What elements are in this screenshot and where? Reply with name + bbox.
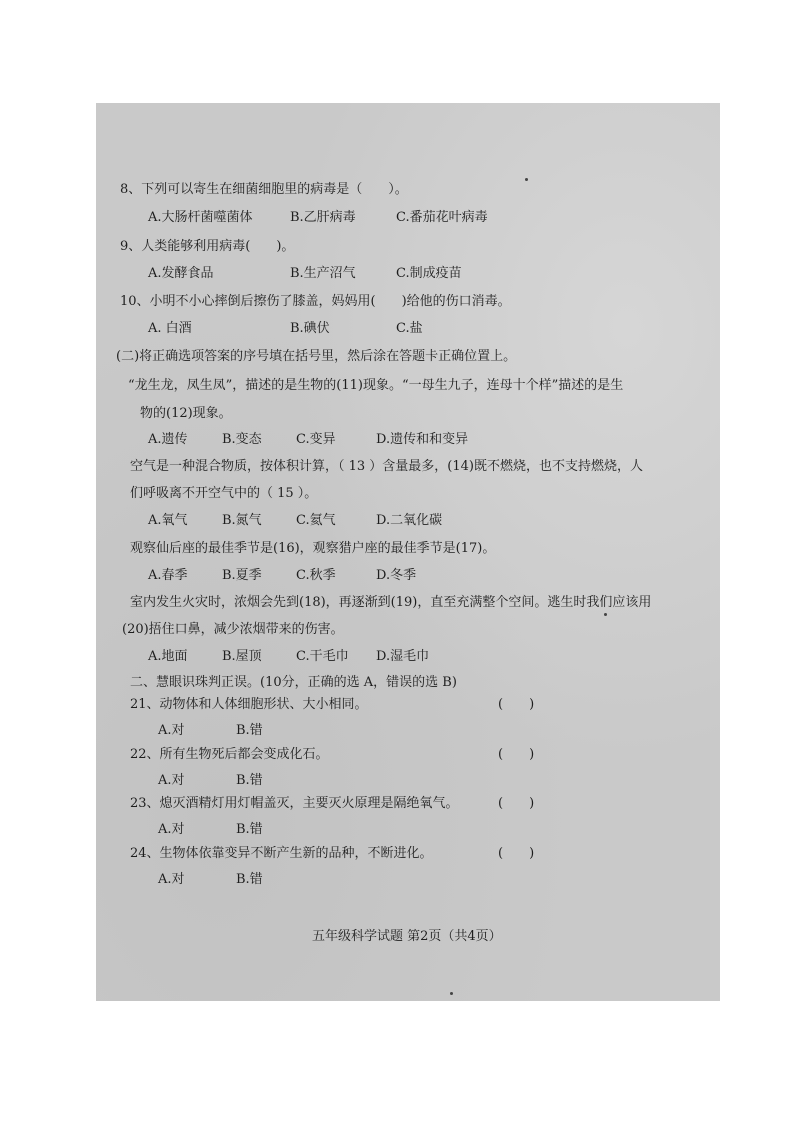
q13-text-line2: 们呼吸离不开空气中的（ 15 ）。 — [130, 486, 318, 501]
q22-stem: 22、所有生物死后都会变成化石。 — [130, 747, 329, 762]
q24-answer-paren: ( ) — [498, 846, 535, 861]
q8-option-a: A.大肠杆菌噬菌体 — [148, 210, 253, 225]
q9-option-c: C.制成疫苗 — [396, 266, 462, 281]
q24-option-a: A.对 — [158, 872, 185, 887]
q16-option-c: C.秋季 — [296, 568, 336, 583]
q10-option-b: B.碘伏 — [290, 321, 330, 336]
exam-page — [96, 103, 720, 1001]
q18-option-d: D.湿毛巾 — [376, 649, 430, 664]
q16-option-d: D.冬季 — [376, 568, 417, 583]
q13-option-b: B.氮气 — [222, 513, 262, 528]
q10-stem: 10、小明不小心摔倒后擦伤了膝盖，妈妈用( )给他的伤口消毒。 — [120, 294, 511, 309]
q13-text-line1: 空气是一种混合物质，按体积计算，（ 13 ）含量最多，(14)既不燃烧，也不支持燃烧，人 — [130, 459, 643, 474]
q18-option-a: A.地面 — [148, 649, 188, 664]
q23-stem: 23、熄灭酒精灯用灯帽盖灭，主要灭火原理是隔绝氧气。 — [130, 796, 459, 811]
q11-text-line2: 物的(12)现象。 — [140, 406, 232, 421]
q9-option-a: A.发酵食品 — [148, 266, 214, 281]
q16-option-b: B.夏季 — [222, 568, 262, 583]
q13-option-c: C.氦气 — [296, 513, 336, 528]
q10-option-c: C.盐 — [396, 321, 423, 336]
q8-option-b: B.乙肝病毒 — [290, 210, 356, 225]
q16-option-a: A.春季 — [148, 568, 188, 583]
q18-option-b: B.屋顶 — [222, 649, 262, 664]
q11-option-d: D.遗传和和变异 — [376, 432, 469, 447]
q13-option-a: A.氧气 — [148, 513, 188, 528]
q8-option-c: C.番茄花叶病毒 — [396, 210, 488, 225]
q21-option-b: B.错 — [236, 723, 263, 738]
scan-speck — [450, 992, 453, 995]
q11-option-c: C.变异 — [296, 432, 336, 447]
q22-answer-paren: ( ) — [498, 747, 535, 762]
q8-stem: 8、下列可以寄生在细菌细胞里的病毒是（ ）。 — [120, 182, 408, 197]
page-footer: 五年级科学试题 第2页（共4页） — [312, 929, 502, 944]
q18-option-c: C.干毛巾 — [296, 649, 349, 664]
q9-stem: 9、人类能够利用病毒( )。 — [120, 239, 295, 254]
q23-answer-paren: ( ) — [498, 796, 535, 811]
q18-text-line1: 室内发生火灾时，浓烟会先到(18)，再逐渐到(19)，直至充满整个空间。逃生时我们应该用 — [130, 595, 652, 610]
q24-option-b: B.错 — [236, 872, 263, 887]
q11-option-b: B.变态 — [222, 432, 262, 447]
scan-speck — [525, 178, 528, 181]
q13-option-d: D.二氧化碳 — [376, 513, 443, 528]
q23-option-a: A.对 — [158, 822, 185, 837]
q23-option-b: B.错 — [236, 822, 263, 837]
q21-answer-paren: ( ) — [498, 697, 535, 712]
section-judge-title: 二、慧眼识珠判正误。(10分，正确的选 A，错误的选 B) — [130, 675, 457, 690]
q11-text-line1: “龙生龙，凤生凤”，描述的是生物的(11)现象。“一母生九子，连母十个样”描述的是生 — [128, 378, 624, 393]
q21-stem: 21、动物体和人体细胞形状、大小相同。 — [130, 697, 368, 712]
q24-stem: 24、生物体依靠变异不断产生新的品种，不断进化。 — [130, 846, 433, 861]
q9-option-b: B.生产沼气 — [290, 266, 356, 281]
section-2-instructions: (二)将正确选项答案的序号填在括号里，然后涂在答题卡正确位置上。 — [116, 349, 517, 364]
q22-option-a: A.对 — [158, 773, 185, 788]
q22-option-b: B.错 — [236, 773, 263, 788]
q10-option-a: A. 白酒 — [148, 321, 192, 336]
q18-text-line2: (20)捂住口鼻，减少浓烟带来的伤害。 — [122, 622, 344, 637]
q11-option-a: A.遗传 — [148, 432, 188, 447]
q21-option-a: A.对 — [158, 723, 185, 738]
scan-speck — [604, 613, 607, 616]
q16-text-line1: 观察仙后座的最佳季节是(16)，观察猎户座的最佳季节是(17)。 — [130, 541, 496, 556]
